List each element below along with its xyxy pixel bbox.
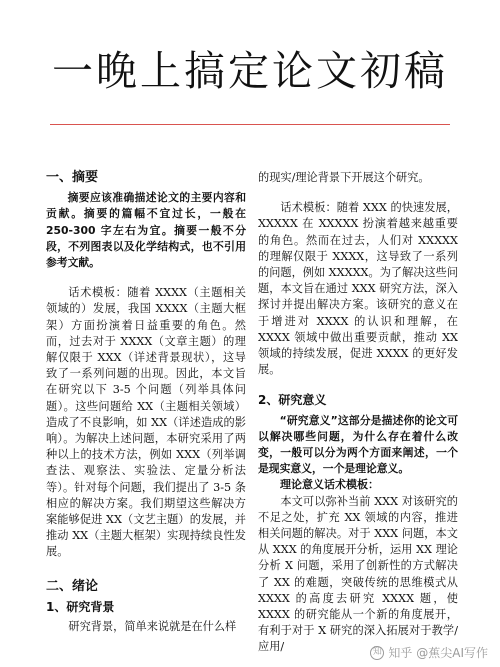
theory-paragraph: 本文可以弥补当前 XXX 对该研究的不足之处，扩充 XX 领域的内容，推进相关问题的解决。对于 XXX 问题，本文从 XXX 的角度展开分析，运用 XX 理论分析 X 问题，采用了创新性的方式解决了 XX 的难题，突破传统的思维模式从 XXXX 的高度去研究 XXXX 题，使 XXXX 的研究能从一个新的角度展开，有利于对于 X 研究的深入拓展对于教学/应用/ [258,494,458,654]
significance-heading: 2、研究意义 [258,393,327,408]
abstract-paragraph: 摘要应该准确描述论文的主要内容和贡献。摘要的篇幅不宜过长，一般在 250-300 字左右为宜。摘要一般不分段，不列图表以及化学结构式，也不引用参考文献。 [46,191,246,270]
title-divider [50,124,450,125]
abstract-heading: 一、摘要 [46,170,99,185]
right-column [258,170,458,656]
background-template-paragraph: 话术模板：随着 XXX 的快速发展，XXXXX 在 XXXXX 扮演着越来越重要的角色。然而在过去，人们对 XXXXX 的理解仅限于 XXXX，这导致了一系列的问题，例如 XXXXX。为了解决这些问题，本文旨在通过 XXX 研究方法，深入探讨并提出解决方案。该研究的意义在于增进对 XXXX 的认识和理解，在 XXXX 领域中做出重要贡献，推动 XX 领域的持续发展，促进 XXXX 的更好发展。 [258,201,459,377]
background-continuation: 的现实/理论背景下开展这个研究。 [258,171,430,184]
left-column [46,170,246,635]
watermark [370,644,488,661]
zhihu-logo-icon: 知 [370,646,384,660]
background-paragraph: 研究背景，简单来说就是在什么样 [68,620,237,634]
abstract-template-paragraph: 话术模板：随着 XXXX（主题相关领域的）发展，我国 XXXX（主题大框架）方面扮演着日益重要的角色。然而，过去对于 XXXX（文章主题）的理解仅限于 XXX（详述背景现状），这导致了一系列问题的出现。因此，本文旨在研究以下 3-5 个问题（列举具体问题）。这些问题给 XX（主题相关领域）造成了不良影响，如 XX（详述造成的影响）。为解决上述问题，本研究采用了两种以上的技术方法，例如 XXX（列举调查法、观察法、实验法、定量分析法等）。针对每个问题，我们提出了 3-5 条相应的解决方案。我们期望这些解决方案能够促进 XX（文艺主题）的发展，并推动 XX（主题大框架）实现持续良性发展。 [46,286,246,559]
intro-heading: 二、绪论 [46,578,99,594]
background-heading: 1、研究背景 [46,599,115,614]
significance-paragraph: “研究意义”这部分是描述你的论文可以解决哪些问题，为什么存在着什么改变，一般可以分为两个方面来阐述，一个是现实意义，一个是理论意义。 [258,413,458,476]
theory-subheading: 理论意义话术模板： [280,478,379,492]
page-title: 一晚上搞定论文初稿 [52,47,448,95]
watermark-text: 知乎 @蕉尖AI写作 [388,646,488,660]
